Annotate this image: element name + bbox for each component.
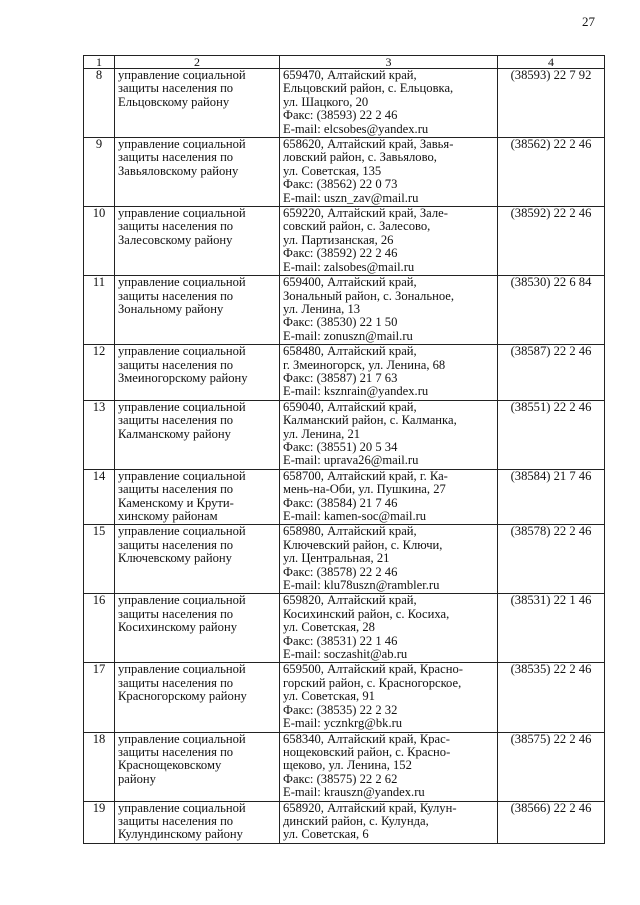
address-line: Калманский район, с. Калманка,: [283, 413, 457, 428]
office-name-line: управление социальной: [118, 524, 246, 539]
address-line: Косихинский район, с. Косиха,: [283, 606, 450, 621]
office-name-line: защиты населения по: [118, 675, 234, 690]
address-line: динский район, с. Кулунда,: [283, 813, 429, 828]
phone-cell: (38566) 22 2 46: [498, 801, 605, 843]
office-name-line: Калманскому району: [118, 426, 231, 441]
office-name-cell: [115, 801, 280, 843]
column-header-3: 3: [280, 56, 498, 69]
office-name-line: защиты населения по: [118, 744, 234, 759]
address-line: Факс: (38562) 22 0 73: [283, 177, 398, 192]
address-line: Факс: (38593) 22 2 46: [283, 108, 398, 123]
office-name-line: управление социальной: [118, 731, 246, 746]
office-name-line: управление социальной: [118, 344, 246, 359]
address-line: ул. Ленина, 21: [283, 426, 361, 441]
address-cell: [280, 345, 498, 401]
row-number: 14: [84, 469, 115, 525]
address-cell: [280, 801, 498, 843]
row-number: 18: [84, 732, 115, 801]
office-name-line: управление социальной: [118, 137, 246, 152]
table-row: [84, 276, 605, 345]
office-name-line: управление социальной: [118, 800, 246, 815]
office-name-line: Красногорскому району: [118, 689, 247, 704]
address-line: ул. Партизанская, 26: [283, 232, 394, 247]
address-line: E-mail: uszn_zav@mail.ru: [283, 190, 419, 205]
table-row: [84, 469, 605, 525]
directory-table: [83, 55, 605, 844]
phone-cell: (38584) 21 7 46: [498, 469, 605, 525]
office-name-line: Каменскому и Крути-: [118, 495, 234, 510]
address-line: 659470, Алтайский край,: [283, 68, 417, 82]
address-line: щеково, ул. Ленина, 152: [283, 758, 412, 773]
address-line: Факс: (38592) 22 2 46: [283, 246, 398, 261]
phone-cell: (38587) 22 2 46: [498, 345, 605, 401]
address-line: 659040, Алтайский край,: [283, 399, 417, 414]
address-line: 658700, Алтайский край, г. Ка-: [283, 468, 448, 483]
address-line: ул. Шацкого, 20: [283, 94, 369, 109]
address-line: ул. Советская, 6: [283, 827, 369, 842]
office-name-line: защиты населения по: [118, 413, 234, 428]
table-row: [84, 207, 605, 276]
office-name-line: управление социальной: [118, 399, 246, 414]
office-name-cell: [115, 663, 280, 732]
address-line: E-mail: uprava26@mail.ru: [283, 453, 419, 468]
office-name-line: защиты населения по: [118, 219, 234, 234]
address-line: Факс: (38584) 21 7 46: [283, 495, 398, 510]
address-line: Ключевский район, с. Ключи,: [283, 537, 443, 552]
address-cell: [280, 69, 498, 138]
office-name-line: Ключевскому району: [118, 551, 232, 566]
office-name-line: управление социальной: [118, 206, 246, 221]
address-line: 659400, Алтайский край,: [283, 275, 417, 290]
office-name-line: защиты населения по: [118, 357, 234, 372]
address-cell: [280, 207, 498, 276]
phone-cell: (38531) 22 1 46: [498, 594, 605, 663]
office-name-cell: [115, 732, 280, 801]
phone-cell: (38575) 22 2 46: [498, 732, 605, 801]
address-line: Факс: (38531) 22 1 46: [283, 633, 398, 648]
address-line: Факс: (38530) 22 1 50: [283, 315, 398, 330]
phone-cell: (38562) 22 2 46: [498, 138, 605, 207]
column-header-1: 1: [84, 56, 115, 69]
office-name-line: Ельцовскому району: [118, 94, 230, 109]
office-name-line: хинскому районам: [118, 509, 218, 523]
office-name-cell: [115, 207, 280, 276]
office-name-line: управление социальной: [118, 662, 246, 677]
office-name-line: управление социальной: [118, 275, 246, 290]
phone-cell: (38592) 22 2 46: [498, 207, 605, 276]
table-row: [84, 663, 605, 732]
address-line: ул. Советская, 135: [283, 163, 382, 178]
address-cell: [280, 276, 498, 345]
address-line: совский район, с. Залесово,: [283, 219, 431, 234]
office-name-line: Залесовскому району: [118, 232, 233, 247]
address-line: 658620, Алтайский край, Завья-: [283, 137, 454, 152]
address-line: ул. Центральная, 21: [283, 551, 390, 566]
address-cell: [280, 594, 498, 663]
column-header-4: 4: [498, 56, 605, 69]
address-line: E-mail: kamen-soc@mail.ru: [283, 509, 427, 523]
address-line: E-mail: ycznkrg@bk.ru: [283, 716, 403, 731]
table-body: [84, 69, 605, 844]
phone-cell: (38535) 22 2 46: [498, 663, 605, 732]
office-name-cell: [115, 525, 280, 594]
row-number: 10: [84, 207, 115, 276]
office-name-line: защиты населения по: [118, 813, 234, 828]
office-name-line: защиты населения по: [118, 81, 234, 96]
address-line: Ельцовский район, с. Ельцовка,: [283, 81, 454, 96]
phone-cell: (38593) 22 7 92: [498, 69, 605, 138]
table-row: [84, 525, 605, 594]
table-row: [84, 594, 605, 663]
office-name-line: защиты населения по: [118, 606, 234, 621]
address-line: 658920, Алтайский край, Кулун-: [283, 800, 457, 815]
address-line: 659220, Алтайский край, Зале-: [283, 206, 448, 221]
table-row: [84, 732, 605, 801]
address-line: E-mail: elcsobes@yandex.ru: [283, 121, 429, 136]
address-line: E-mail: ksznrain@yandex.ru: [283, 384, 429, 399]
office-name-line: управление социальной: [118, 468, 246, 483]
office-name-line: району: [118, 771, 156, 786]
row-number: 11: [84, 276, 115, 345]
address-line: нощековский район, с. Красно-: [283, 744, 451, 759]
address-line: 659820, Алтайский край,: [283, 593, 417, 608]
address-line: г. Змеиногорск, ул. Ленина, 68: [283, 357, 446, 372]
row-number: 19: [84, 801, 115, 843]
row-number: 12: [84, 345, 115, 401]
column-header-2: 2: [115, 56, 280, 69]
address-line: Факс: (38578) 22 2 46: [283, 564, 398, 579]
row-number: 13: [84, 400, 115, 469]
address-line: Факс: (38535) 22 2 32: [283, 702, 398, 717]
address-line: ловский район, с. Завьялово,: [283, 150, 437, 165]
address-cell: [280, 400, 498, 469]
office-name-line: Краснощековскому: [118, 758, 222, 773]
office-name-line: Косихинскому району: [118, 620, 237, 635]
address-cell: [280, 663, 498, 732]
row-number: 9: [84, 138, 115, 207]
address-cell: [280, 525, 498, 594]
office-name-line: защиты населения по: [118, 482, 234, 497]
office-name-cell: [115, 345, 280, 401]
office-name-line: Завьяловскому району: [118, 163, 239, 178]
address-line: 659500, Алтайский край, Красно-: [283, 662, 463, 677]
address-cell: [280, 469, 498, 525]
address-line: мень-на-Оби, ул. Пушкина, 27: [283, 482, 446, 497]
office-name-cell: [115, 276, 280, 345]
office-name-line: защиты населения по: [118, 150, 234, 165]
table-row: [84, 69, 605, 138]
address-line: E-mail: krauszn@yandex.ru: [283, 785, 425, 800]
office-name-line: управление социальной: [118, 68, 246, 82]
address-line: ул. Советская, 91: [283, 689, 375, 704]
row-number: 15: [84, 525, 115, 594]
office-name-line: защиты населения по: [118, 537, 234, 552]
phone-cell: (38530) 22 6 84: [498, 276, 605, 345]
address-line: Факс: (38551) 20 5 34: [283, 439, 398, 454]
row-number: 8: [84, 69, 115, 138]
table-row: [84, 345, 605, 401]
address-line: 658340, Алтайский край, Крас-: [283, 731, 450, 746]
table-row: [84, 138, 605, 207]
address-line: горский район, с. Красногорское,: [283, 675, 462, 690]
address-line: 658480, Алтайский край,: [283, 344, 417, 359]
table-row: [84, 801, 605, 843]
address-cell: [280, 732, 498, 801]
office-name-line: Кулундинскому району: [118, 827, 243, 842]
row-number: 16: [84, 594, 115, 663]
office-name-cell: [115, 138, 280, 207]
phone-cell: (38551) 22 2 46: [498, 400, 605, 469]
office-name-cell: [115, 469, 280, 525]
office-name-cell: [115, 400, 280, 469]
address-line: Факс: (38575) 22 2 62: [283, 771, 398, 786]
table-row: [84, 400, 605, 469]
address-line: E-mail: klu78uszn@rambler.ru: [283, 578, 440, 593]
address-line: Зональный район, с. Зональное,: [283, 288, 455, 303]
address-line: ул. Советская, 28: [283, 620, 375, 635]
office-name-line: Змеиногорскому району: [118, 370, 248, 385]
address-line: E-mail: zalsobes@mail.ru: [283, 259, 415, 274]
office-name-cell: [115, 594, 280, 663]
phone-cell: (38578) 22 2 46: [498, 525, 605, 594]
office-name-line: управление социальной: [118, 593, 246, 608]
office-name-cell: [115, 69, 280, 138]
address-line: E-mail: zonuszn@mail.ru: [283, 328, 413, 343]
office-name-line: защиты населения по: [118, 288, 234, 303]
address-line: 658980, Алтайский край,: [283, 524, 417, 539]
office-name-line: Зональному району: [118, 301, 224, 316]
row-number: 17: [84, 663, 115, 732]
address-line: ул. Ленина, 13: [283, 301, 361, 316]
address-line: E-mail: soczashit@ab.ru: [283, 647, 408, 662]
address-cell: [280, 138, 498, 207]
page-number: 27: [582, 14, 595, 29]
table-header-row: [84, 56, 605, 69]
address-line: Факс: (38587) 21 7 63: [283, 370, 398, 385]
